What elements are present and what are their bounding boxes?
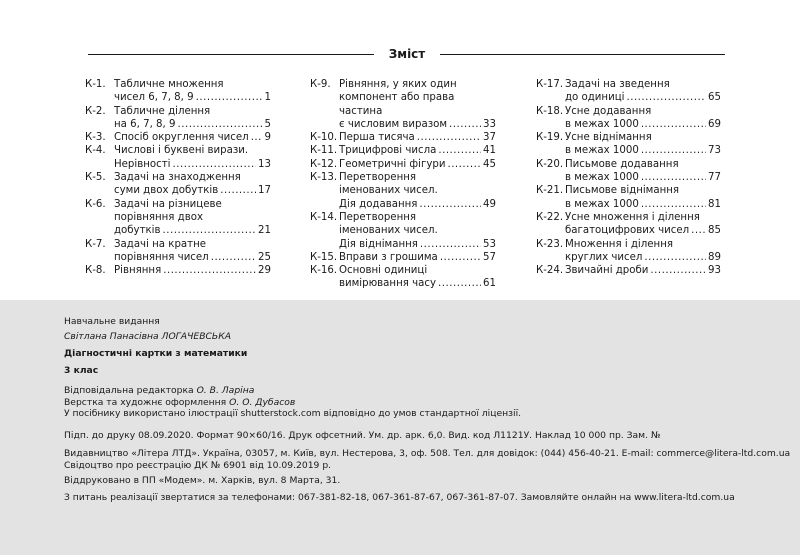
toc-line: Основні одиниці (339, 265, 428, 277)
editors-block (64, 385, 521, 420)
layout-label: Верстка та художнє оформлення (64, 396, 230, 408)
toc-text (565, 158, 721, 185)
toc-page-number: 49 (483, 198, 496, 210)
toc-entry (310, 158, 496, 171)
toc-entry (536, 158, 721, 185)
toc-last-line (114, 224, 271, 237)
toc-line: Перетворення (339, 172, 417, 184)
toc-text (339, 171, 496, 211)
toc-line: іменованих чисел. (339, 225, 438, 237)
toc-last-line (565, 144, 721, 157)
layout-name: О. О. Дубасов (229, 396, 296, 408)
toc-text (114, 264, 271, 277)
toc-page-number: 45 (483, 158, 496, 170)
toc-entry (536, 78, 721, 105)
toc-page-number: 73 (708, 145, 721, 157)
toc-page-number: 37 (483, 132, 496, 144)
toc-line: Задачі на кратне (114, 238, 207, 250)
toc-code: К-20. (536, 158, 564, 170)
dot-leader (438, 277, 481, 290)
toc-entry (310, 131, 496, 144)
toc-line: Множення і ділення (565, 238, 673, 250)
publisher-info (64, 448, 790, 471)
toc-last-line (114, 131, 271, 144)
toc-last-line (339, 198, 496, 211)
toc-page-number: 33 (483, 118, 496, 130)
toc-last-line (114, 184, 271, 197)
toc-text (114, 171, 271, 198)
dot-leader (178, 118, 263, 131)
toc-text (565, 184, 721, 211)
toc-last-line (114, 158, 271, 171)
toc-line: круглих чисел (565, 251, 643, 263)
toc-entry (310, 211, 496, 251)
dot-leader (419, 198, 481, 211)
toc-line: Числові і буквені вирази. (114, 145, 249, 157)
publisher-address: Видавництво «Літера ЛТД». Україна, 03057, м. Київ, вул. Нестерова, 3, оф. 508. Тел. для довідок: (044) 456-40-21. E-mail: commerce@litera-ltd.com.ua (64, 448, 791, 459)
toc-text (565, 131, 721, 158)
toc-line: Усне віднімання (565, 132, 652, 144)
toc-entry (536, 211, 721, 238)
toc-line: Нерівності (114, 158, 171, 170)
toc-page-number: 9 (264, 132, 271, 144)
toc-last-line (565, 224, 721, 237)
toc-last-line (339, 131, 496, 144)
toc-code: К-7. (85, 238, 106, 250)
book-grade: 3 клас (64, 365, 99, 376)
toc-code: К-22. (536, 211, 564, 223)
toc-code: К-3. (85, 132, 106, 144)
toc-text (565, 105, 721, 132)
toc-entry (85, 131, 271, 144)
toc-code: К-18. (536, 105, 564, 117)
toc-line: Дія додавання (339, 198, 418, 210)
print-info: Підп. до друку 08.09.2020. Формат 90×60/16. Друк офсетний. Ум. др. арк. 6,0. Вид. код Л1121У. Наклад 10 000 пр. Зам. № (64, 430, 661, 441)
editor-name: О. В. Ларіна (196, 385, 255, 396)
dot-leader (641, 118, 706, 131)
toc-last-line (565, 91, 721, 104)
toc-entry (85, 238, 271, 265)
dot-leader (650, 264, 706, 277)
dot-leader (173, 158, 257, 171)
toc-text (114, 105, 271, 132)
toc-line: до одиниці (565, 92, 625, 104)
sales-contacts: З питань реалізації звертатися за телефонами: 067-381-82-18, 067-361-87-67, 067-361-87-07. Замовляйте онлайн на www.litera-ltd.com.ua (64, 492, 735, 503)
toc-page-number: 1 (264, 92, 271, 104)
toc-line: Спосіб округлення чисел (114, 132, 249, 144)
toc-line: компонент або права частина (339, 92, 455, 117)
toc-line: на 6, 7, 8, 9 (114, 118, 176, 130)
toc-entry (85, 198, 271, 238)
dot-leader (440, 251, 481, 264)
toc-code: К-16. (310, 265, 338, 277)
toc-column-3 (536, 78, 721, 277)
toc-page-number: 81 (708, 198, 721, 210)
dot-leader (449, 118, 481, 131)
toc-last-line (565, 264, 721, 277)
header-rule-right (440, 54, 725, 55)
dot-leader (163, 224, 257, 237)
toc-page-number: 61 (483, 278, 496, 290)
toc-page-number: 89 (708, 251, 721, 263)
toc-code: К-10. (310, 132, 338, 144)
toc-last-line (114, 91, 271, 104)
dot-leader (447, 158, 481, 171)
imprint-panel (0, 300, 800, 555)
toc-line: суми двох добутків (114, 185, 219, 197)
toc-code: К-24. (536, 265, 564, 277)
dot-leader (691, 224, 706, 237)
editor-line (64, 385, 521, 397)
toc-entry (85, 105, 271, 132)
dot-leader (196, 91, 263, 104)
toc-page-number: 29 (258, 265, 271, 277)
toc-text (114, 198, 271, 238)
book-title: Діагностичні картки з математики (64, 348, 248, 359)
toc-line: Письмове додавання (565, 158, 679, 170)
toc-line: добутків (114, 225, 161, 237)
dot-leader (163, 264, 256, 277)
toc-column-1 (85, 78, 271, 277)
toc-line: Дія віднімання (339, 238, 418, 250)
toc-text (339, 158, 496, 171)
toc-page-number: 41 (483, 145, 496, 157)
toc-text (565, 238, 721, 265)
toc-entry (85, 78, 271, 105)
dot-leader (626, 91, 706, 104)
toc-last-line (114, 264, 271, 277)
dot-leader (420, 238, 481, 251)
dot-leader (251, 131, 263, 144)
dot-leader (220, 184, 256, 197)
toc-page-number: 17 (258, 185, 271, 197)
publisher-certificate: Свідоцтво про реєстрацію ДК № 6901 від 10.09.2019 р. (64, 459, 332, 471)
toc-last-line (114, 251, 271, 264)
toc-last-line (339, 118, 496, 131)
layout-line (64, 397, 521, 409)
toc-text (339, 251, 496, 264)
toc-code: К-1. (85, 79, 106, 90)
toc-last-line (114, 118, 271, 131)
toc-code: К-6. (85, 198, 106, 210)
toc-line: Рівняння (114, 265, 162, 277)
toc-text (339, 264, 496, 291)
toc-text (114, 78, 271, 105)
toc-line: є числовим виразом (339, 118, 448, 130)
toc-code: К-13. (310, 172, 338, 184)
toc-line: Усне додавання (565, 105, 652, 117)
toc-last-line (339, 144, 496, 157)
toc-code: К-14. (310, 211, 338, 223)
toc-line: в межах 1000 (565, 198, 639, 210)
toc-code: К-12. (310, 158, 338, 170)
toc-text (339, 131, 496, 144)
toc-line: чисел 6, 7, 8, 9 (114, 92, 194, 104)
toc-line: Задачі на знаходження (114, 172, 241, 184)
toc-entry (310, 78, 496, 131)
toc-entry (85, 264, 271, 277)
toc-entry (310, 171, 496, 211)
dot-leader (641, 171, 706, 184)
toc-page-number: 65 (708, 92, 721, 104)
contents-title: Зміст (388, 47, 426, 61)
toc-line: Задачі на різницеве (114, 198, 222, 210)
edition-type: Навчальне видання (64, 316, 160, 327)
toc-page-number: 21 (258, 225, 271, 237)
toc-line: в межах 1000 (565, 118, 639, 130)
toc-code: К-4. (85, 145, 106, 157)
toc-entry (536, 131, 721, 158)
toc-last-line (339, 158, 496, 171)
toc-line: порівняння двох (114, 211, 203, 223)
dot-leader (417, 131, 481, 144)
toc-line: порівняння чисел (114, 251, 209, 263)
toc-line: Звичайні дроби (565, 265, 649, 277)
toc-line: Геометричні фігури (339, 158, 446, 170)
toc-line: в межах 1000 (565, 145, 639, 157)
toc-text (114, 238, 271, 265)
toc-text (565, 264, 721, 277)
toc-entry (85, 144, 271, 171)
toc-text (114, 131, 271, 144)
dot-leader (211, 251, 256, 264)
toc-text (339, 144, 496, 157)
toc-last-line (339, 238, 496, 251)
toc-last-line (565, 171, 721, 184)
toc-last-line (565, 118, 721, 131)
toc-page-number: 77 (708, 172, 721, 184)
toc-line: Письмове віднімання (565, 185, 680, 197)
toc-code: К-15. (310, 251, 338, 263)
dot-leader (644, 251, 706, 264)
editor-label: Відповідальна редакторка (64, 385, 197, 396)
toc-page-number: 57 (483, 251, 496, 263)
toc-code: К-5. (85, 172, 106, 184)
toc-entry (85, 171, 271, 198)
toc-line: Рівняння, у яких один (339, 79, 457, 90)
dot-leader (641, 144, 706, 157)
toc-line: вимірювання часу (339, 278, 437, 290)
toc-last-line (565, 198, 721, 211)
toc-page-number: 53 (483, 238, 496, 250)
toc-line: Задачі на зведення (565, 79, 670, 90)
toc-text (339, 78, 496, 131)
dot-leader (641, 198, 706, 211)
header-rule-left (88, 54, 374, 55)
toc-text (565, 78, 721, 105)
toc-line: іменованих чисел. (339, 185, 438, 197)
toc-code: К-9. (310, 79, 331, 90)
toc-text (339, 211, 496, 251)
toc-entry (310, 264, 496, 291)
toc-code: К-8. (85, 265, 106, 277)
toc-column-2 (310, 78, 496, 291)
toc-line: Трицифрові числа (339, 145, 437, 157)
contents-header (88, 46, 725, 62)
toc-code: К-11. (310, 145, 338, 157)
toc-page-number: 85 (708, 225, 721, 237)
illustrations-note: У посібнику використано ілюстрації shutterstock.com відповідно до умов стандартної ліцензії. (64, 408, 522, 419)
toc-code: К-17. (536, 79, 564, 90)
toc-entry (310, 251, 496, 264)
toc-line: багатоцифрових чисел (565, 225, 690, 237)
toc-last-line (339, 251, 496, 264)
toc-entry (536, 184, 721, 211)
toc-entry (536, 105, 721, 132)
toc-code: К-23. (536, 238, 564, 250)
toc-page-number: 5 (264, 118, 271, 130)
toc-line: Табличне множення (114, 79, 224, 90)
toc-code: К-21. (536, 185, 564, 197)
toc-line: Табличне ділення (114, 105, 211, 117)
toc-last-line (565, 251, 721, 264)
toc-text (114, 144, 271, 171)
toc-line: в межах 1000 (565, 172, 639, 184)
toc-page-number: 25 (258, 251, 271, 263)
toc-line: Вправи з грошима (339, 251, 438, 263)
toc-page-number: 93 (708, 265, 721, 277)
printed-by: Віддруковано в ПП «Модем». м. Харків, вул. 8 Марта, 31. (64, 475, 341, 486)
dot-leader (438, 144, 481, 157)
toc-line: Перша тисяча (339, 132, 415, 144)
toc-page-number: 13 (258, 158, 271, 170)
toc-text (565, 211, 721, 238)
author-name: Світлана Панасівна ЛОГАЧЕВСЬКА (64, 331, 232, 342)
toc-entry (536, 238, 721, 265)
toc-last-line (339, 277, 496, 290)
toc-code: К-19. (536, 132, 564, 144)
toc-entry (310, 144, 496, 157)
toc-line: Перетворення (339, 211, 417, 223)
toc-line: Усне множення і ділення (565, 211, 700, 223)
toc-code: К-2. (85, 105, 106, 117)
toc-entry (536, 264, 721, 277)
toc-page-number: 69 (708, 118, 721, 130)
